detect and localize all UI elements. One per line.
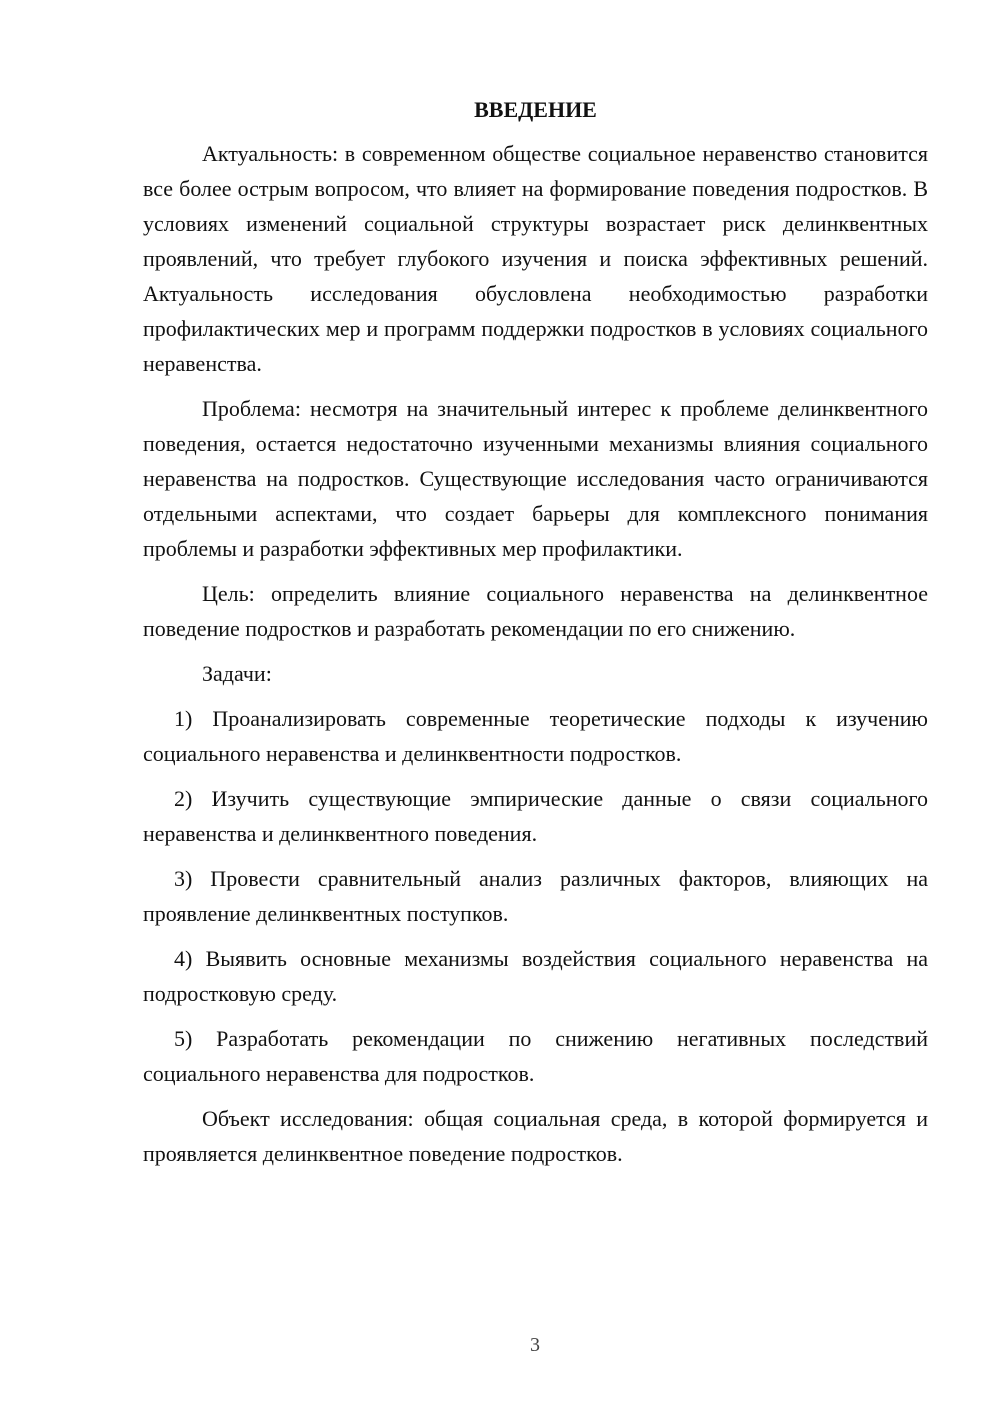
tasks-label: Задачи: bbox=[202, 661, 272, 686]
task-item-1: 1) Проанализировать современные теоретические подходы к изучению социального неравенства и делинквентности подростков. bbox=[143, 706, 928, 766]
page-content bbox=[143, 96, 928, 1181]
problem-paragraph: Проблема: несмотря на значительный интерес к проблеме делинквентного поведения, остается недостаточно изученными механизмы влияния социального неравенства на подростков. Существующие исследования часто ограничиваются отдельными аспектами, что создает барьеры для комплексного понимания проблемы и разработки эффективных мер профилактики. bbox=[143, 396, 928, 561]
relevance-paragraph: Актуальность: в современном обществе социальное неравенство становится все более острым вопросом, что влияет на формирование поведения подростков. В условиях изменений социальной структуры возрастает риск делинквентных проявлений, что требует глубокого изучения и поиска эффективных решений. Актуальность исследования обусловлена необходимостью разработки профилактических мер и программ поддержки подростков в условиях социального неравенства. bbox=[143, 141, 928, 376]
task-item-3: 3) Провести сравнительный анализ различных факторов, влияющих на проявление делинквентных поступков. bbox=[143, 866, 928, 926]
goal-paragraph: Цель: определить влияние социального неравенства на делинквентное поведение подростков и разработать рекомендации по его снижению. bbox=[143, 581, 928, 641]
object-paragraph: Объект исследования: общая социальная среда, в которой формируется и проявляется делинквентное поведение подростков. bbox=[143, 1106, 928, 1166]
task-item-2: 2) Изучить существующие эмпирические данные о связи социального неравенства и делинквентного поведения. bbox=[143, 786, 928, 846]
task-item-5: 5) Разработать рекомендации по снижению негативных последствий социального неравенства для подростков. bbox=[143, 1026, 928, 1086]
section-heading: ВВЕДЕНИЕ bbox=[474, 97, 597, 122]
task-item-4: 4) Выявить основные механизмы воздействия социального неравенства на подростковую среду. bbox=[143, 946, 928, 1006]
page-number: 3 bbox=[530, 1334, 540, 1356]
